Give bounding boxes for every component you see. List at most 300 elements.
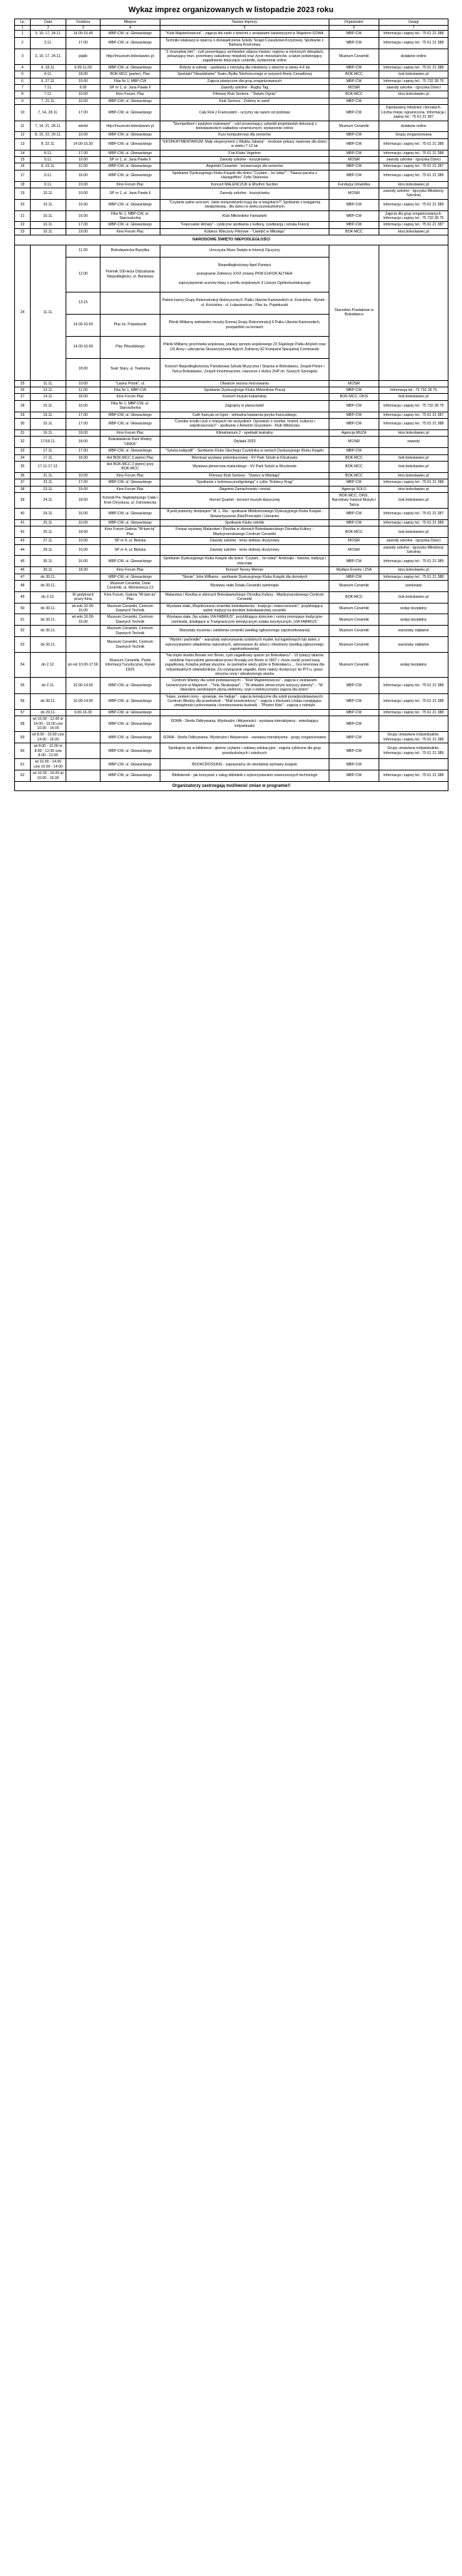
table-row — [15, 150, 448, 156]
table-row — [15, 71, 448, 78]
document-page — [0, 0, 462, 798]
cell-miejsce: Kino Forum Plac — [101, 567, 160, 574]
cell-miejsce: Kino Forum Galeria "W-tam-ta" Plac — [101, 526, 160, 538]
cell-nazwa: SOWA - Strefa Odkrywania, Wyobraźni i Aktywności - wystawa interaktywna - zwiedzający indywidualni — [160, 716, 329, 732]
cell-data: 10.11. — [31, 210, 66, 222]
cell-nazwa: Klub Seniora - Zróbmy to sami! — [160, 98, 329, 104]
cell-godzina: 16.00 — [66, 400, 101, 412]
cell-miejsce: Teatr Stary, ul. Teatralna — [101, 358, 160, 380]
cell-godzina: 17.00 — [66, 105, 101, 121]
cell-godzina: 18.00 — [66, 437, 101, 448]
cell-data: 9.11. — [31, 170, 66, 181]
cell-lp: 34 — [15, 454, 31, 461]
cell-nazwa: BOOKCROSSING - zapraszamy do niezdalnej wymiany książek — [160, 759, 329, 770]
cell-uwagi: działanie online — [379, 49, 448, 64]
cell-nazwa: Koncert Teresy Werner — [160, 567, 329, 574]
header-miejsce: Miejsce — [101, 19, 160, 26]
cell-nazwa: Koncert muzyki kubańskiej — [160, 394, 329, 400]
cell-miejsce: MBP-CW, ul. Głowackiego — [101, 732, 160, 743]
cell-data: 7, 21.11. — [31, 98, 66, 104]
cell-organizator: MBP-CW — [329, 210, 379, 222]
table-row — [15, 64, 448, 71]
cell-nazwa: Spotkajmy się w bibliotece - głośne czytanie i zabawy edukacyjne - zajęcia cykliczne dla grup przedszkolnych i szkolnych — [160, 743, 329, 759]
cell-miejsce: SP nr 4, ul. Bielska — [101, 538, 160, 544]
cell-miejsce: MBP-CW, ul. Głowackiego — [101, 150, 160, 156]
cell-organizator: MBP-CW — [329, 78, 379, 84]
events-body-first — [15, 31, 448, 235]
cell-lp: 6 — [15, 78, 31, 84]
cell-miejsce: SP nr 1, ul. Jana Pawła II — [101, 85, 160, 91]
cell-data: 3, 10, 17, 24.11. — [31, 49, 66, 64]
cell-lp: 54 — [15, 653, 31, 678]
cell-lp: 31 — [15, 429, 31, 436]
cell-miejsce: Kino Forum Plac — [101, 429, 160, 436]
cell-miejsce: MBP-CW, ul. Głowackiego — [101, 519, 160, 526]
cell-godzina: 16.00 — [66, 170, 101, 181]
cell-organizator: MBP-CW — [329, 222, 379, 228]
cell-godzina: 18.00 — [66, 429, 101, 436]
cell-uwagi: Grupy umawiane indywidualnie. Informacja i zapisy tel.: 75 61 21 388 — [379, 732, 448, 743]
cell-nazwa: Piknik Militarny grochówka wojskowa, pokazy sprzętu wojskowego 23 Śląskiego Pułku Artylerii oraz US Army i uzbrojenia Stowarzyszenia Byłych Żołnierzy 82 Kompanii Specjalnej Commando — [160, 336, 329, 358]
cell-miejsce: Plac Piłsudskiego — [101, 336, 160, 358]
cell-miejsce: Bolesławiecki Park Wodny "ORKA" — [101, 437, 160, 448]
cell-uwagi — [379, 716, 448, 732]
cell-uwagi: kino.boleslawiec.pl — [379, 181, 448, 188]
table-row — [15, 222, 448, 228]
cell-organizator: MOSiR — [329, 85, 379, 91]
cell-organizator: Muzeum Ceramiki — [329, 121, 379, 132]
cell-data: do 2.11. — [31, 678, 66, 693]
cell-nazwa: Wystawa stała „Współczesna ceramika bolesławiecka - tradycja i nowoczesność", przybliżająca wybór tradycji na dorobek bolesławieckiej ceramiki — [160, 603, 329, 614]
cell-lp: 56 — [15, 693, 31, 709]
cell-miejsce: Kino Forum, Plac — [101, 91, 160, 98]
cell-nazwa: "Klub Majsterkowicza" - zajęcia dla osób z dziećmi z zestawami lutowniczymi w Majsterni SOWA — [160, 31, 329, 37]
cell-lp: 61 — [15, 759, 31, 770]
column-number: 5 — [160, 26, 329, 31]
table-row — [15, 400, 448, 412]
cell-data: 9.11. — [31, 181, 66, 188]
cell-nazwa: Zawody szkolne - Rugby Tag — [160, 85, 329, 91]
cell-organizator: MOSiR — [329, 544, 379, 556]
cell-miejsce: MBP-CW, ul. Głowackiego — [101, 770, 160, 782]
column-number: 2 — [31, 26, 66, 31]
cell-lp: 27 — [15, 394, 31, 400]
table-row — [15, 479, 448, 486]
cell-lp: 29 — [15, 412, 31, 418]
table-row — [15, 567, 448, 574]
cell-organizator: BOK-MCC — [329, 472, 379, 479]
cell-lp: 53 — [15, 637, 31, 653]
cell-nazwa: "Sztuka kaligrafii" - Spotkanie Klubu Głuchego Czytelnika w ramach Dyskusyjnego Klubu Książki — [160, 448, 329, 454]
table-row — [15, 37, 448, 49]
cell-nazwa: Zbigniew Zamachowski i recital — [160, 486, 329, 492]
cell-lp: 4 — [15, 64, 31, 71]
cell-organizator: MBP-CW — [329, 716, 379, 732]
cell-godzina — [66, 770, 101, 782]
cell-uwagi — [379, 98, 448, 104]
cell-data: 17.11-17.12. — [31, 461, 66, 472]
header-data: Data — [31, 19, 66, 26]
cell-miejsce: MBP-CW, ul. Głowackiego — [101, 716, 160, 732]
cell-uwagi — [379, 245, 448, 380]
table-row — [15, 163, 448, 170]
cell-organizator: MOSiR — [329, 188, 379, 199]
table-row — [15, 614, 448, 626]
cell-miejsce: http://muzeum.boleslawiec.pl — [101, 49, 160, 64]
cell-nazwa: Zajęcia plastyczne dla grup zorganizowanych — [160, 78, 329, 84]
cell-nazwa: Patriot kanny Grupy Rekonstrukcji Historycznej 6. Pułku Ułanów Kaniowskich ul. Kościelna - Rynek - ul. Kościelna - ul. Łukasiewicza - Plac ks. Popiełuszki — [160, 292, 329, 314]
cell-lp: 9 — [15, 98, 31, 104]
cell-nazwa: "A jeśli jesteśmy złodziejem" M. L. Rio - spotkanie Młodzieżowego Dyskusyjnego Klubu Książki - Stowarzyszenia (Nie)Przeciętni i Literacko — [160, 509, 329, 520]
cell-data: 3, 10, 17, 24.11. — [31, 31, 66, 37]
cell-nazwa: "Z muzealnej teki" - cykl prezentujący archiwalne zdjęcia miasta i regionu w minionych dekadach, pokazujący mun. przemiany zabudowy miejskiej oraz życie mieszkańców, a także polwierający zagadnienie dotyczące ceramiki, wydarzenie online — [160, 49, 329, 64]
cell-miejsce: Kino Forum Plac — [101, 394, 160, 400]
cell-miejsce: Plac ks. Popiełuszki — [101, 314, 160, 336]
cell-godzina: 10.00 — [66, 98, 101, 104]
cell-nazwa: Kurs komputerowy dla seniorów — [160, 132, 329, 138]
cell-godzina: 17.00 — [66, 479, 101, 486]
cell-godzina: 17.00 — [66, 150, 101, 156]
cell-organizator: MBP-CW — [329, 150, 379, 156]
table-row — [15, 492, 448, 508]
cell-godzina — [66, 581, 101, 592]
cell-organizator: BOK-MCC — [329, 91, 379, 98]
cell-miejsce: SP nr 4, ul. Bielska — [101, 544, 160, 556]
cell-organizator: MBP-CW — [329, 138, 379, 150]
cell-lp: 19 — [15, 188, 31, 199]
cell-lp: 7 — [15, 85, 31, 91]
table-row — [15, 709, 448, 716]
table-row — [15, 394, 448, 400]
cell-organizator: Muzeum Ceramiki — [329, 49, 379, 64]
table-row — [15, 526, 448, 538]
table-row — [15, 156, 448, 163]
cell-miejsce: MBP-CW, ul. Głowackiego — [101, 556, 160, 567]
cell-godzina: 14.00-15.30 — [66, 138, 101, 150]
cell-nazwa: Zagrajmy w planszówki! — [160, 400, 329, 412]
cell-godzina: 11.00 — [66, 245, 101, 257]
cell-uwagi: Informacja i zapisy tel.: 75 61 21 388 — [379, 678, 448, 693]
column-number: 4 — [101, 26, 160, 31]
table-row — [15, 228, 448, 235]
table-row — [15, 743, 448, 759]
table-row — [15, 678, 448, 693]
cell-organizator: MBP-CW — [329, 170, 379, 181]
cell-miejsce: MBP-CW, ul. Głowackiego — [101, 479, 160, 486]
cell-data: wt 8.00 - 12.00 śr 8.00 - 12.00 czw 8.00 - 12.00 — [31, 743, 66, 759]
cell-uwagi: Informacja i zapisy tel.: 75 732 28 75 — [379, 78, 448, 84]
cell-organizator: MBP-CW — [329, 163, 379, 170]
table-row — [15, 626, 448, 637]
cell-miejsce: Filia Nr 1, MBP-CW — [101, 78, 160, 84]
cell-godzina: 19.00 — [66, 486, 101, 492]
cell-uwagi: Informacja i zapisy tel.: 75 61 21 387 — [379, 222, 448, 228]
cell-godzina: 10.00 — [66, 78, 101, 84]
table-row — [15, 556, 448, 567]
cell-godzina: 17.00 — [66, 448, 101, 454]
cell-miejsce: MBP-CW, ul. Głowackiego — [101, 509, 160, 520]
cell-lp: 22 — [15, 222, 31, 228]
cell-lp: 28 — [15, 400, 31, 412]
cell-godzina: 10.00 — [66, 519, 101, 526]
cell-lp: 32 — [15, 437, 31, 448]
cell-organizator: Muzeum Ceramiki — [329, 637, 379, 653]
cell-miejsce: MBP-CW, ul. Głowackiego — [101, 709, 160, 716]
cell-godzina: 10.00 — [66, 544, 101, 556]
cell-nazwa: Koncert MALENCZUK & Rhythm Section — [160, 181, 329, 188]
cell-godzina: 17.00 — [66, 412, 101, 418]
cell-organizator: BOK-MCC, OKiS, Narodowy Instytut Muzyki i Tańca — [329, 492, 379, 508]
cell-uwagi: Informacja i zapisy tel.: 75 61 21 387 — [379, 163, 448, 170]
cell-nazwa: Otwarcie sezonu morsowania — [160, 380, 329, 387]
cell-organizator: BOK-MCC, OKiS — [329, 394, 379, 400]
cell-miejsce: Kino Forum Plac — [101, 228, 160, 235]
cell-lp: 10 — [15, 105, 31, 121]
cell-miejsce: Hol BOK-MCC (I piętro) Plac — [101, 454, 160, 461]
cell-nazwa: Filmowy Klub Seniora - "Uwierz w Mikołaja" — [160, 472, 329, 479]
cell-miejsce: Muzeum Ceramiki, Centrum Dawnych Technik — [101, 614, 160, 626]
cell-nazwa: Spotkanie Klubu robótki — [160, 519, 329, 526]
cell-lp: 18 — [15, 181, 31, 188]
table-row — [15, 472, 448, 479]
cell-data: do 2.12. — [31, 591, 66, 603]
cell-nazwa: Bibliotenek - jak korzystać z usług biblioteki z wykorzystaniem nowoczesnych technologii — [160, 770, 329, 782]
cell-godzina: 10.00 — [66, 199, 101, 210]
cell-nazwa: Zawody szkolne - tenis stołowy drużynowy — [160, 538, 329, 544]
cell-godzina: 14.00-16.00 — [66, 314, 101, 336]
cell-uwagi: bok.boleslawiec.pl — [379, 461, 448, 472]
cell-godzina: 18.00 — [66, 71, 101, 78]
cell-uwagi: Informacja tel.: 75 732 28 75 — [379, 387, 448, 394]
cell-godzina: 16.00 — [66, 556, 101, 567]
cell-miejsce: MBP-CW, ul. Głowackiego — [101, 163, 160, 170]
table-row — [15, 98, 448, 104]
cell-nazwa: Niepodległościowy Apel Pamięci pożegnanie Żołnierzy XXVI zmiany PKW EUFOR ALTHEA zaprzysiężenie ucznów klasy o profilu wojskowym II Liceum Ogólnokształcącego — [160, 257, 329, 292]
cell-godzina — [66, 743, 101, 759]
cell-lp: 30 — [15, 419, 31, 430]
independence-day-events — [15, 245, 448, 380]
cell-godzina: 12.00 — [66, 257, 101, 292]
cell-data: 17.11. — [31, 454, 66, 461]
cell-uwagi: kino.boleslawiec.pl — [379, 472, 448, 479]
cell-data: wt 10.00 - 14.00 czw 10.00 - 14.00 — [31, 759, 66, 770]
cell-uwagi — [379, 380, 448, 387]
cell-organizator: BOK-MCC — [329, 591, 379, 603]
table-row — [15, 138, 448, 150]
cell-miejsce: MBP-CW, ul. Głowackiego — [101, 693, 160, 709]
cell-nazwa: Wystawa stała „Na szlaku VIA FABRIUS", przybliżająca dzieciom i centra promujące tradycyjne rzemiosła, działające w Trangraniczym tematycznym szlaku turystycznym „VIA FABRIUS" — [160, 614, 329, 626]
cell-godzina — [66, 626, 101, 637]
cell-organizator: BOK-MCC — [329, 228, 379, 235]
cell-lp: 8 — [15, 91, 31, 98]
table-row — [15, 770, 448, 782]
cell-miejsce: Muzeum Ceramiki, Centrum Dawnych Technik — [101, 626, 160, 637]
cell-nazwa — [160, 709, 329, 716]
table-row — [15, 693, 448, 709]
cell-nazwa: Techniki relaksacji w oparciu o doświadczenia Szkoły Terapii Czaszkowo-Krzyżowej. Spotkanie z Barbarą Kostrzewą — [160, 37, 329, 49]
table-row — [15, 78, 448, 84]
cell-lp: 11 — [15, 121, 31, 132]
cell-godzina: 9.00-16.30 — [66, 709, 101, 716]
header-uwagi: Uwagi — [379, 19, 448, 26]
cell-lp: 14 — [15, 150, 31, 156]
table-row — [15, 49, 448, 64]
cell-nazwa: Klimatnerium 2 - spektakl teatralny — [160, 429, 329, 436]
cell-uwagi: Informacja i zapisy tel.: 75 732 28 75 — [379, 400, 448, 412]
cell-uwagi: zawody szkolne - Igrzyska Młodzieży Szkolnej — [379, 188, 448, 199]
cell-godzina: pn-nd 10.00-17.00 — [66, 653, 101, 678]
cell-miejsce: Muzeum Ceramiki, Dział Ceramiki, ul. Mickiewicza 13 — [101, 581, 160, 592]
cell-organizator: MBP-CW — [329, 509, 379, 520]
table-row — [15, 412, 448, 418]
cell-data: 13.11. — [31, 387, 66, 394]
table-row — [15, 121, 448, 132]
table-row — [15, 454, 448, 461]
cell-uwagi: zawody — [379, 437, 448, 448]
cell-organizator: MBP-CW — [329, 759, 379, 770]
cell-organizator: MBP-CW — [329, 743, 379, 759]
cell-lp: 55 — [15, 678, 31, 693]
cell-godzina: W godzinach pracy Kina — [66, 591, 101, 603]
cell-lp: 15 — [15, 156, 31, 163]
cell-miejsce — [101, 292, 160, 314]
header-lp: Lp. — [15, 19, 31, 26]
cell-miejsce: Kościół Pw. Najświętszego Ciała i Krwi Chrystusa, ul. Ostrowiecka — [101, 492, 160, 508]
cell-uwagi: Informacja i zapisy tel.: 75 61 21 388 — [379, 479, 448, 486]
cell-godzina: 18.00 — [66, 492, 101, 508]
cell-uwagi: Informacja i zapisy tel.: 75 61 21 389 — [379, 170, 448, 181]
cell-lp: 58 — [15, 716, 31, 732]
cell-organizator: Agencja SOLO — [329, 486, 379, 492]
cell-data: 24.11. — [31, 509, 66, 520]
cell-lp: 50 — [15, 603, 31, 614]
cell-data: 9.11. — [31, 156, 66, 163]
cell-organizator: Starostwo Powiatowe w Bolesławcu — [329, 245, 379, 380]
table-row — [15, 653, 448, 678]
cell-lp: 37 — [15, 479, 31, 486]
cell-miejsce: MBP-CW, ul. Głowackiego — [101, 64, 160, 71]
cell-nazwa: Koncert Niepodległościowy Państwowa Szkoła Muzyczna I Stopnia w Bolesławcu, Zespół Pieśni i Tańca Bolesławiec, Zespół Innominacione, Harcerze z Hufca ZHP im. Szarych Szeregów — [160, 358, 329, 380]
cell-uwagi: zawody szkolne - Igrzyska Dzieci — [379, 538, 448, 544]
cell-godzina: 10.00 — [66, 91, 101, 98]
cell-miejsce: Hol BOK-MCC (I piętro) przy BOK-MCC — [101, 461, 160, 472]
cell-organizator: MBP-CW — [329, 412, 379, 418]
cell-organizator: MBP-CW — [329, 37, 379, 49]
cell-organizator: Muzeum Ceramiki — [329, 603, 379, 614]
cell-miejsce: Muzeum Ceramiki, Centrum Dawnych Technik — [101, 603, 160, 614]
cell-data: 30.11. — [31, 567, 66, 574]
cell-uwagi: Informacja i zapisy tel.: 75 61 21 388 — [379, 693, 448, 709]
cell-nazwa: Spotkanie Dyskusyjnego Klubu Książki dla dzieci "Czytam... bo lubię!" Andrzejki - historia, tradycja i zwyczaje — [160, 556, 329, 567]
cell-uwagi: Informacja i zapisy tel.: 75 61 21 389 — [379, 519, 448, 526]
table-row — [15, 429, 448, 436]
cell-godzina: 10.00 — [66, 132, 101, 138]
cell-miejsce: MBP-CW, ul. Głowackiego — [101, 222, 160, 228]
cell-godzina — [66, 574, 101, 580]
cell-lp: 13 — [15, 138, 31, 150]
cell-nazwa: "Na tropie skarbu Bosaki von Bonin, cyzli zagadkowy spacer po Bolesławcu" - 15 tysięcy talarów ozdobnie francuskimi generałowi przez Rosiąłą von Bonin w 1807 r. może żaolić przed kasą zagadkową. Książka jednak słusznie, że pamiętne wieży gdzie w Bolesławcu..., Gra terenowa dla indywidualnych odwiedzników. Za rozwiązanie zagadki, które należy dostarczyć do PIT-u, grasz otrzyma cenę i obnaleziongo skarbu — [160, 653, 329, 678]
cell-lp: 23 — [15, 228, 31, 235]
footer-row — [15, 782, 448, 791]
cell-nazwa: "Słonie" John Williams - spotkanie Dyskusyjnego Klubu Książki dla dorosłych — [160, 574, 329, 580]
cell-data: 11.11. — [31, 245, 66, 380]
cell-data: 10.11. — [31, 188, 66, 199]
cell-godzina: 10.00 — [66, 188, 101, 199]
cell-data: 10.11. — [31, 199, 66, 210]
cell-organizator: Muzeum Ceramiki — [329, 653, 379, 678]
cell-miejsce: Filia Nr 1, MBP-CW, ul. Staroszkolna — [101, 210, 160, 222]
cell-organizator: MBP-CW — [329, 448, 379, 454]
cell-data: 25.11. — [31, 526, 66, 538]
cell-nazwa: Cały Rok z Francuskim - uczymy się razem od podstaw — [160, 105, 329, 121]
cell-miejsce: MBP-CW, ul. Głowackiego — [101, 678, 160, 693]
cell-nazwa: Zawody szkolne - koszykówka — [160, 188, 329, 199]
cell-godzina: 10.00 — [66, 472, 101, 479]
cell-data: 9, 23.11. — [31, 163, 66, 170]
cell-uwagi: zamknięte — [379, 581, 448, 592]
cell-miejsce: MBP-CW, ul. Głowackiego — [101, 574, 160, 580]
cell-miejsce: MBP-CW, ul. Głowackiego — [101, 105, 160, 121]
cell-uwagi: Informacja i zapisy tel.: 75 61 21 388 — [379, 709, 448, 716]
column-number: 3 — [66, 26, 101, 31]
cell-miejsce: Muzeum Ceramiki, Centrum Dawnych Technik — [101, 637, 160, 653]
cell-uwagi: Informacja i zapisy tel.: 75 61 21 388 — [379, 37, 448, 49]
cell-organizator: MBP-CW — [329, 105, 379, 121]
cell-data: 21.11. — [31, 472, 66, 479]
cell-organizator: MBP-CW — [329, 678, 379, 693]
cell-organizator: MBP-CW — [329, 199, 379, 210]
table-row — [15, 245, 448, 257]
cell-nazwa: Spotkanie Dyskusyjnego Klubu Miłośników Poezji — [160, 387, 329, 394]
cell-miejsce: Bolesławiecka Bazylika — [101, 245, 160, 257]
cell-nazwa: "Hase, zestem mrny - spowiuje, nie hejtuje" - zajęcia tematyczne dla szkół ponadpodstawowych; Centrum Wiedzy dla przedszkoli: - "Mali konstruktorzy" - zajęcia z klockami Lindas rozwijające umiejętności polonowania i konstruowania budowli; - "Photon Kids" - zajęcia z robotyki — [160, 693, 329, 709]
cell-uwagi: działanie online — [379, 121, 448, 132]
column-number-row — [15, 26, 448, 31]
cell-data: 8.11. — [31, 150, 66, 156]
cell-uwagi: kino.boleslawiec.pl — [379, 567, 448, 574]
header-row — [15, 19, 448, 26]
table-row — [15, 538, 448, 544]
cell-uwagi: kino.boleslawiec.pl — [379, 429, 448, 436]
cell-godzina: 10.00 — [66, 156, 101, 163]
cell-organizator: Mydlarz Events i ZSA — [329, 567, 379, 574]
cell-uwagi: Informacja i zapisy tel.: 75 61 21 387 — [379, 509, 448, 520]
cell-uwagi: Informacja i zapisy tel.: 75 61 21 389 — [379, 556, 448, 567]
cell-godzina: 17.00 — [66, 222, 101, 228]
cell-godzina: 18.00 — [66, 567, 101, 574]
column-number: 7 — [379, 26, 448, 31]
cell-nazwa: Spektakl "Niewidzialne" Teatru Bydła Telefonicznego w reżyserii Anety Cenadlovej — [160, 71, 329, 78]
cell-organizator: MOSiR — [329, 380, 379, 387]
column-number: 6 — [329, 26, 379, 31]
cell-lp: 24 — [15, 245, 31, 380]
cell-data: 7.11. — [31, 91, 66, 98]
cell-miejsce: MBP-CW, ul. Głowackiego — [101, 138, 160, 150]
cell-lp: 38 — [15, 486, 31, 492]
cell-data: 4.11. — [31, 71, 66, 78]
cell-organizator: MBP-CW — [329, 709, 379, 716]
cell-organizator: MBP-CW — [329, 732, 379, 743]
cell-uwagi: Zajęcia dla grup zorganizowanych. Informacja i zapisy tel.: 75 732 28 75 — [379, 210, 448, 222]
cell-lp: 35 — [15, 461, 31, 472]
cell-uwagi: bok.boleslawiec.pl — [379, 526, 448, 538]
cell-data: 11.11. — [31, 380, 66, 387]
cell-lp: 40 — [15, 509, 31, 520]
cell-lp: 44 — [15, 544, 31, 556]
cell-godzina: wtorki — [66, 121, 101, 132]
table-row — [15, 603, 448, 614]
cell-data: 4, 18.11. — [31, 64, 66, 71]
